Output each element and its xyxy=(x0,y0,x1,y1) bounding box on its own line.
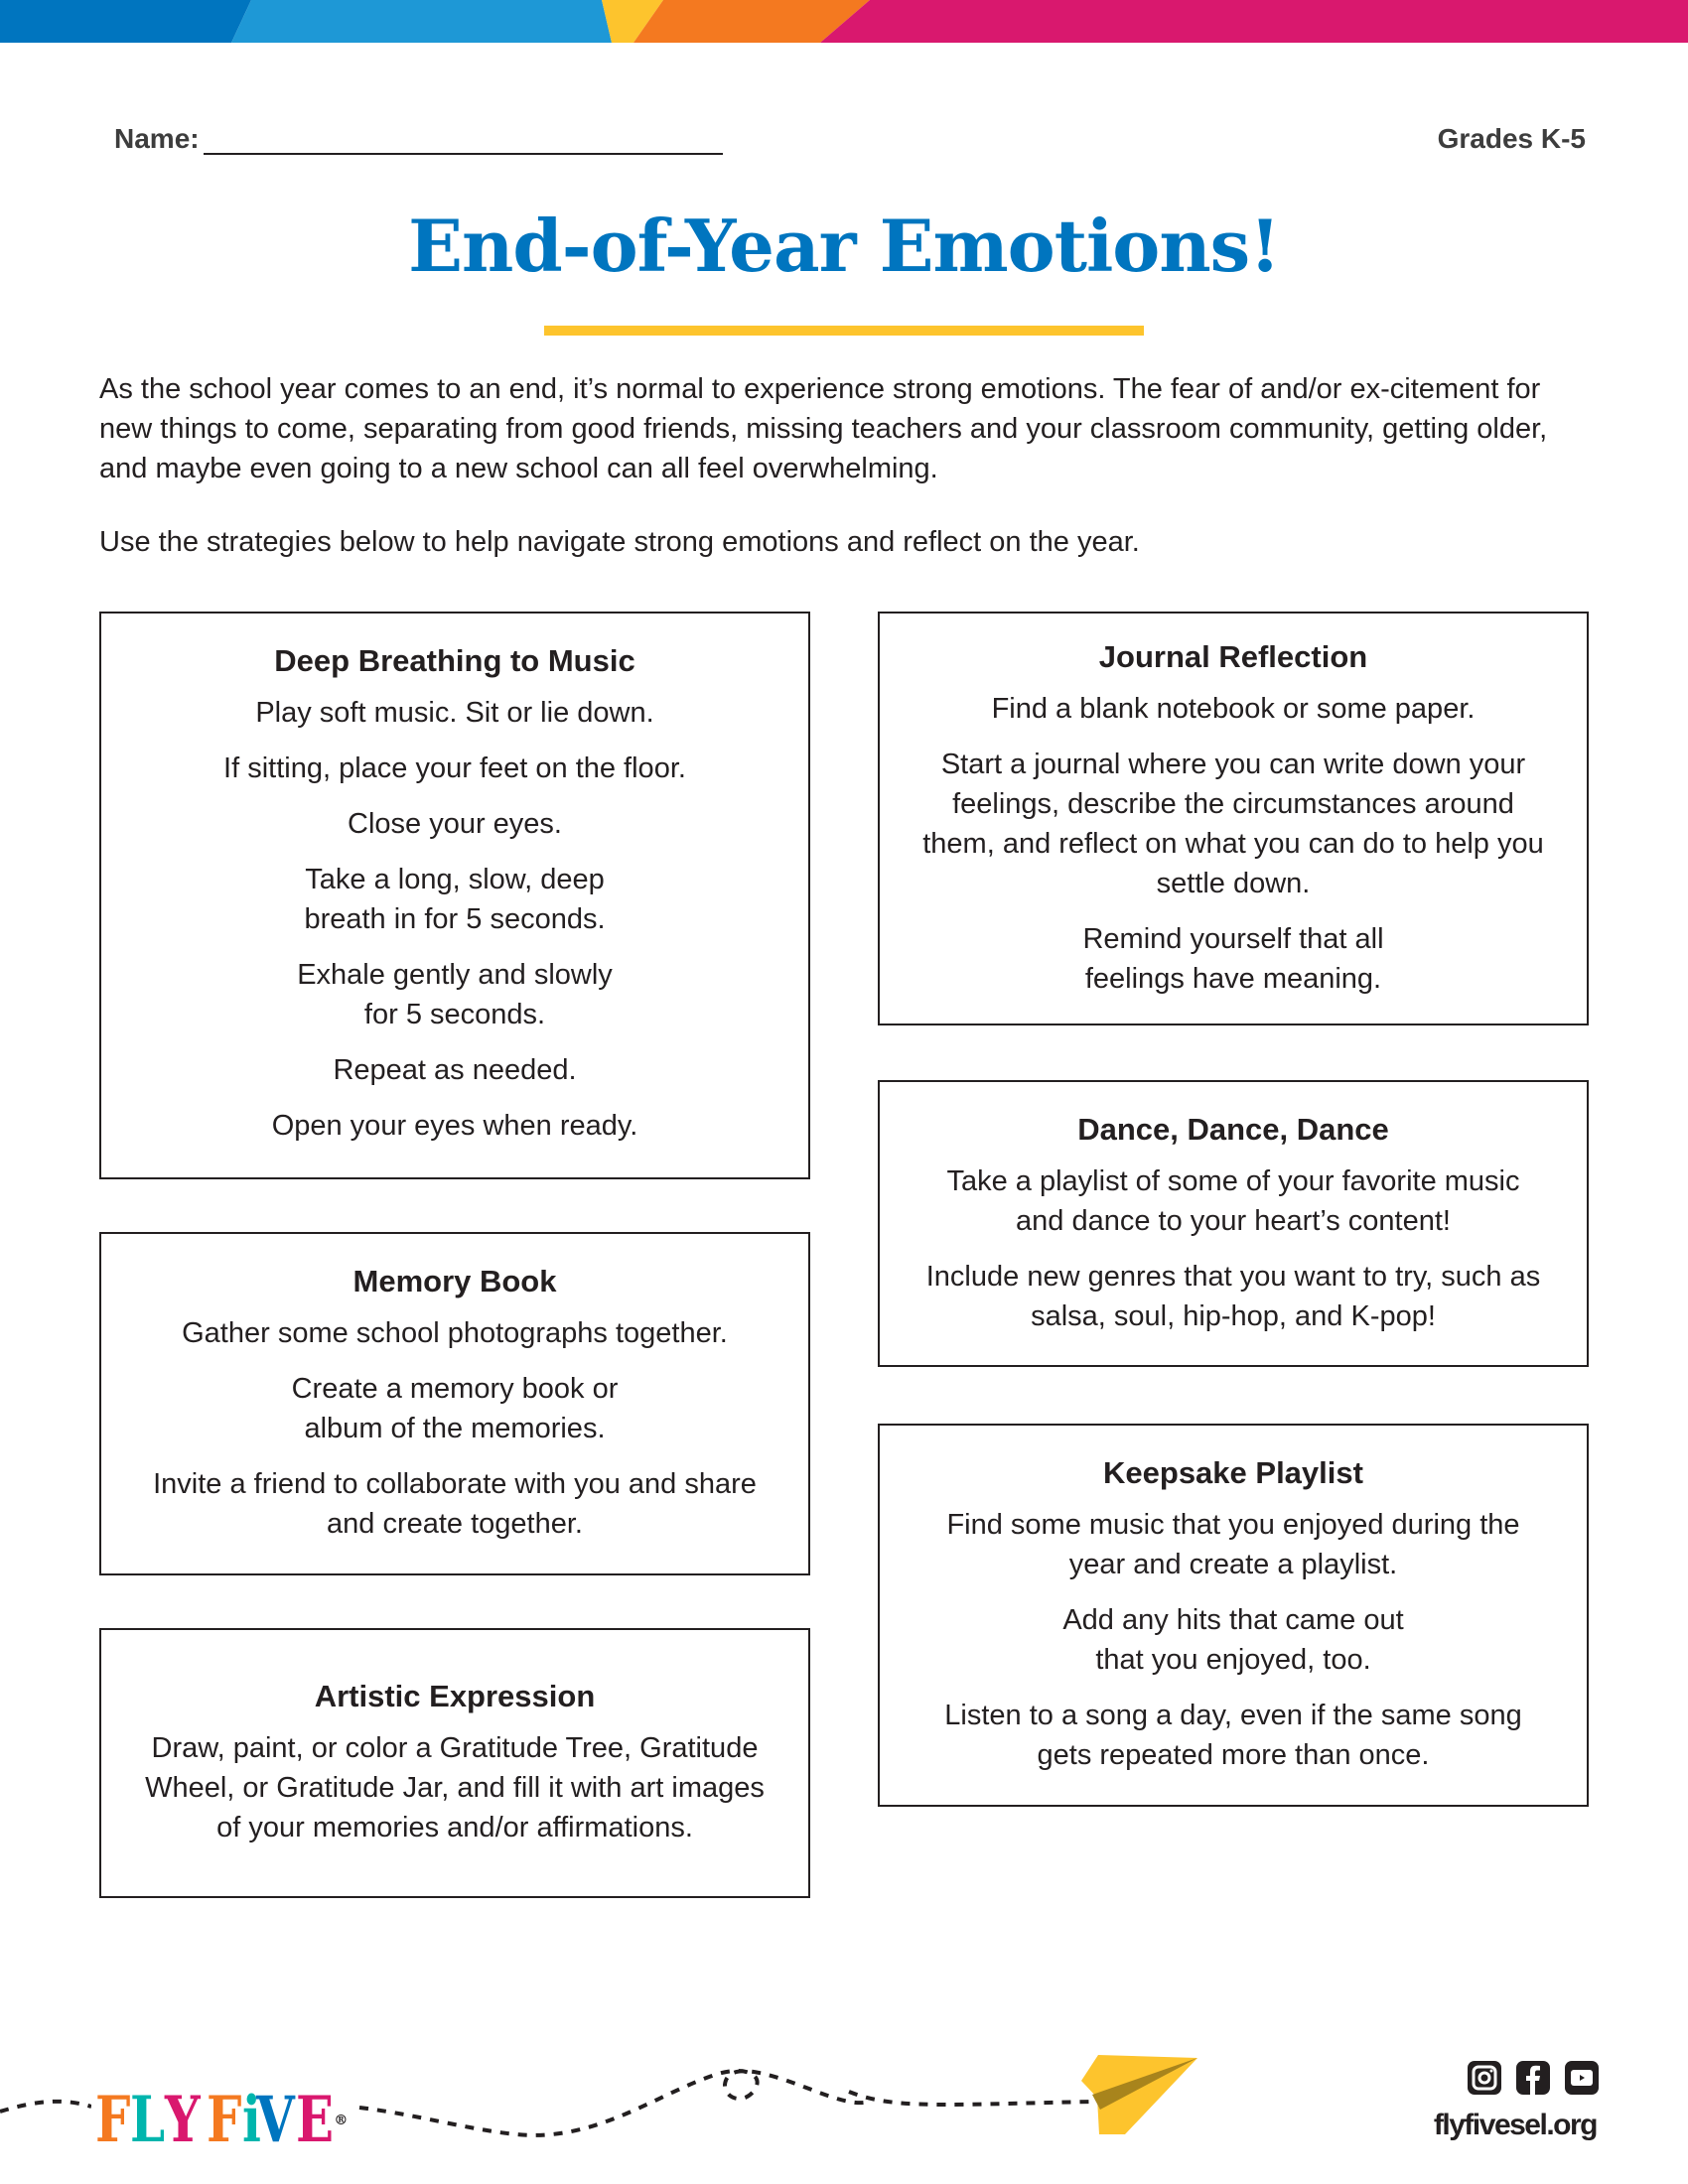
logo-letter: L xyxy=(130,2083,164,2157)
name-label: Name: xyxy=(114,123,200,154)
card-line: Remind yourself that all feelings have meaning. xyxy=(1082,922,1384,995)
card-line: Repeat as needed. xyxy=(333,1054,577,1086)
logo-letter: i xyxy=(241,2083,259,2157)
name-field[interactable] xyxy=(114,123,723,155)
card-line: Gather some school photographs together. xyxy=(182,1317,728,1349)
card-line: Invite a friend to collaborate with you and share and create together. xyxy=(153,1468,757,1540)
card-line: Create a memory book or album of the memories. xyxy=(291,1373,619,1444)
intro-paragraph-1: As the school year comes to an end, it’s normal to experience strong emotions. The fear of and/or ex-citement for new things to come, separating from good friends, missing teachers and your classroom community, getting older, and maybe even going to a new school can all feel overwhelming. xyxy=(99,373,1548,484)
intro-text xyxy=(99,369,1599,562)
logo-letter: F xyxy=(95,2083,129,2157)
strategy-card-memory-book xyxy=(99,1232,810,1575)
logo-letter: V xyxy=(255,2083,294,2157)
card-line: Draw, paint, or color a Gratitude Tree, Gratitude Wheel, or Gratitude Jar, and fill it with art images of your memories and/or affirmations. xyxy=(145,1732,765,1843)
top-color-stripe xyxy=(0,0,1688,43)
card-line: Take a long, slow, deep breath in for 5 seconds. xyxy=(304,864,606,935)
strategy-card-deep-breathing xyxy=(99,612,810,1179)
fly-five-logo xyxy=(91,2083,350,2157)
grade-level: Grades K-5 xyxy=(1437,123,1586,154)
page-title: End-of-Year Emotions! xyxy=(408,204,1280,288)
logo-letter: Y xyxy=(165,2083,200,2157)
card-line: Play soft music. Sit or lie down. xyxy=(255,697,654,729)
card-title: Memory Book xyxy=(352,1264,557,1298)
card-line: Add any hits that came out that you enjoyed, too. xyxy=(1062,1604,1404,1676)
card-line: Listen to a song a day, even if the same song gets repeated more than once. xyxy=(944,1700,1522,1771)
logo-letter: E xyxy=(295,2083,333,2157)
social-icons xyxy=(1468,2061,1599,2095)
youtube-icon[interactable] xyxy=(1565,2061,1599,2095)
strategy-card-artistic-expression xyxy=(99,1628,810,1898)
card-line: Include new genres that you want to try, such as salsa, soul, hip-hop, and K-pop! xyxy=(925,1260,1541,1332)
instagram-icon[interactable] xyxy=(1468,2061,1501,2095)
paper-plane-icon xyxy=(1081,2055,1197,2134)
card-line: Close your eyes. xyxy=(348,808,562,840)
strategy-card-keepsake-playlist xyxy=(878,1424,1589,1807)
card-line: Find some music that you enjoyed during the year and create a playlist. xyxy=(946,1509,1520,1580)
card-title: Journal Reflection xyxy=(1098,638,1368,674)
card-title: Keepsake Playlist xyxy=(1103,1455,1363,1490)
strategy-card-dance xyxy=(878,1080,1589,1367)
card-line: Start a journal where you can write down your feelings, describe the circumstances around them, and reflect on what you can do to help you settle down. xyxy=(922,748,1544,899)
card-line: Exhale gently and slowly for 5 seconds. xyxy=(297,959,613,1030)
card-line: Open your eyes when ready. xyxy=(271,1110,638,1142)
card-line: Take a playlist of some of your favorite music and dance to your heart’s content! xyxy=(946,1164,1520,1237)
intro-paragraph-2: Use the strategies below to help navigate strong emotions and reflect on the year. xyxy=(99,526,1140,558)
website-link[interactable]: flyfivesel.org xyxy=(1433,2109,1597,2141)
facebook-icon[interactable] xyxy=(1516,2061,1550,2095)
title-underline xyxy=(544,326,1144,336)
name-input-line[interactable] xyxy=(204,127,723,155)
card-title: Dance, Dance, Dance xyxy=(1077,1111,1389,1147)
card-line: If sitting, place your feet on the floor. xyxy=(223,752,686,784)
registered-mark: ® xyxy=(334,2113,347,2128)
card-line: Find a blank notebook or some paper. xyxy=(991,692,1476,725)
card-title: Artistic Expression xyxy=(314,1679,596,1713)
logo-letter: F xyxy=(207,2083,241,2157)
card-title: Deep Breathing to Music xyxy=(274,643,635,678)
strategy-card-journal-reflection xyxy=(878,612,1589,1025)
